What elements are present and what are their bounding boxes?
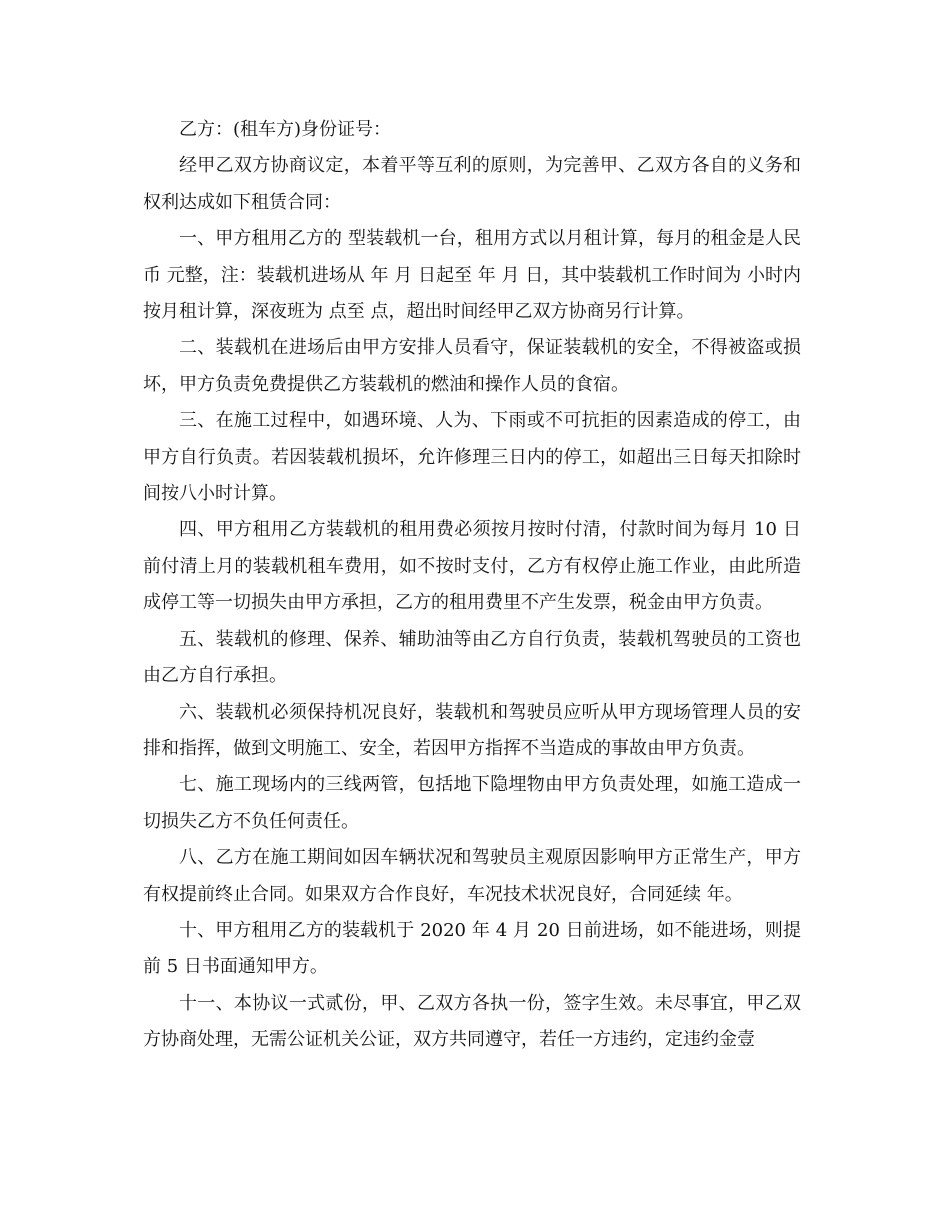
clause-7: 七、施工现场内的三线两管，包括地下隐埋物由甲方负责处理，如施工造成一切损失乙方不负任何责任。: [143, 774, 801, 832]
clause-8: 八、乙方在施工期间如因车辆状况和驾驶员主观原因影响甲方正常生产，甲方有权提前终止合同。如果双方合作良好，车况技术状况良好，合同延续 年。: [143, 847, 801, 905]
clause-3: 三、在施工过程中，如遇环境、人为、下雨或不可抗拒的因素造成的停工，由甲方自行负责。若因装载机损坏，允许修理三日内的停工，如超出三日每天扣除时间按八小时计算。: [143, 410, 801, 505]
clause-10: 十、甲方租用乙方的装载机于 2020 年 4 月 20 日前进场，如不能进场，则提前 5 日书面通知甲方。: [143, 919, 801, 978]
clause-2: 二、装载机在进场后由甲方安排人员看守，保证装载机的安全，不得被盗或损坏，甲方负责免费提供乙方装载机的燃油和操作人员的食宿。: [143, 337, 801, 395]
clause-1: 一、甲方租用乙方的 型装载机一台，租用方式以月租计算，每月的租金是人民币 元整，注：装载机进场从 年 月 日起至 年 月 日，其中装载机工作时间为 小时内按月租计算，深夜班为 点至 点，超出时间经甲乙双方协商另行计算。: [143, 228, 801, 323]
clause-6: 六、装载机必须保持机况良好，装载机和驾驶员应听从甲方现场管理人员的安排和指挥，做到文明施工、安全，若因甲方指挥不当造成的事故由甲方负责。: [143, 701, 801, 759]
preamble-paragraph: 经甲乙双方协商议定，本着平等互利的原则，为完善甲、乙双方各自的义务和权利达成如下租赁合同：: [143, 155, 801, 213]
document-body: [143, 112, 801, 1059]
clause-11: 十一、本协议一式贰份，甲、乙双方各执一份，签字生效。未尽事宜，甲乙双方协商处理，无需公证机关公证，双方共同遵守，若任一方违约，定违约金壹: [143, 992, 801, 1051]
clause-5: 五、装载机的修理、保养、辅助油等由乙方自行负责，装载机驾驶员的工资也由乙方自行承担。: [143, 628, 801, 687]
party-b-id-line: 乙方：(租车方)身份证号：: [179, 119, 392, 140]
clause-4: 四、甲方租用乙方装载机的租用费必须按月按时付清，付款时间为每月 10 日前付清上月的装载机租车费用，如不按时支付，乙方有权停止施工作业，由此所造成停工等一切损失由甲方承担，乙方的租用费里不产生发票，税金由甲方负责。: [143, 519, 801, 614]
